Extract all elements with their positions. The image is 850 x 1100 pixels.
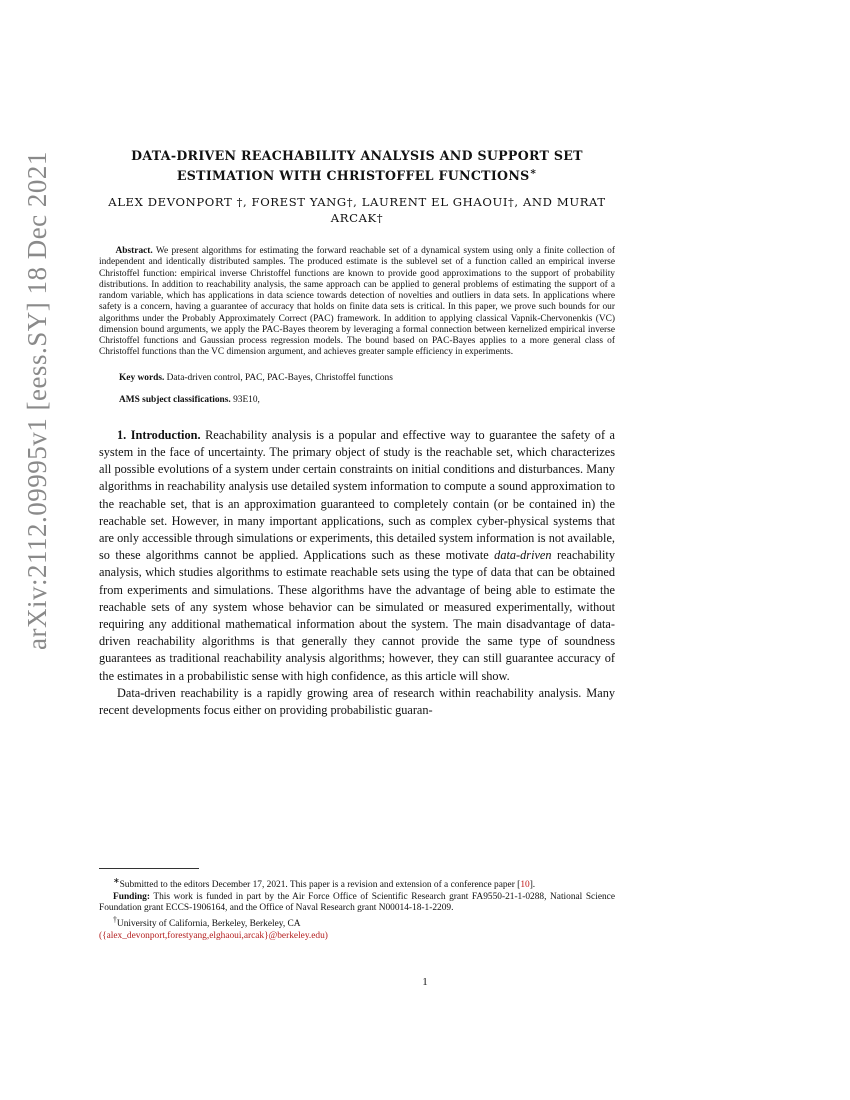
citation-link-10[interactable]: 10: [520, 880, 530, 891]
keywords-text: Data-driven control, PAC, PAC-Bayes, Christoffel functions: [166, 372, 393, 383]
ams-text: 93E10,: [233, 394, 260, 405]
authors-line-2: ARCAK†: [330, 211, 384, 226]
abstract: [99, 246, 615, 359]
footnote-email-line: [99, 931, 615, 942]
title-footnote-mark: ∗: [529, 166, 538, 178]
footnote-submitted: [99, 875, 615, 892]
footnote-funding: [99, 892, 615, 915]
keywords: [99, 373, 615, 383]
funding-label: Funding:: [113, 891, 150, 902]
intro-p1-emphasis: data-driven: [494, 548, 552, 563]
intro-p1-part-b: reachability analysis, which studies algorithms to estimate reachable sets using the type of data that can be obtained from experiments and simulations. These algorithms have the advantage of being able to estimate the reachable sets of any system whose behavior can be simulated or measured experimentally, without requiring any additional mathematical information about the system. The main disadvantage of data-driven reachability algorithms is that generally they cannot provide the same type of soundness guarantees as traditional reachability analysis algorithms; however, they can still guarantee accuracy of the estimates in a probabilistic sense with high confidence, as this article will show.: [99, 548, 615, 683]
paper-page: [99, 148, 615, 719]
intro-p1-part-a: Reachability analysis is a popular and effective way to guarantee the safety of a system in the face of uncertainty. The primary object of study is the reachable set, which characterizes all possible evolutions of a system under certain constraints on initial conditions and disturbances. Many algorithms in reachability analysis use detailed system information to compute a sound approximation to the reachable set, that is an approximation guaranteed to completely contain (or be contained in) the reachable set. However, in many important applications, such as complex cyber-physical systems that are only accessible through simulations or experiments, this detailed system information is not available, so these algorithms cannot be applied. Applications such as these motivate: [99, 427, 616, 563]
paper-title: [107, 148, 607, 184]
title-line-2: ESTIMATION WITH CHRISTOFFEL FUNCTIONS: [176, 168, 530, 184]
author-list: [99, 194, 615, 226]
footnote-rule: [99, 868, 199, 869]
intro-paragraph-2: Data-driven reachability is a rapidly growing area of research within reachability analysis. Many recent developments focus either on providing probabilistic guaran-: [99, 685, 615, 717]
ams-classification: [99, 395, 615, 405]
footnote-3-mark: †: [113, 915, 117, 925]
authors-line-1: ALEX DEVONPORT †, FOREST YANG†, LAURENT EL GHAOUI†, AND MURAT: [108, 195, 606, 210]
section-heading: 1. Introduction.: [117, 427, 201, 442]
author-email-link[interactable]: ({alex_devonport,forestyang,elghaoui,arcak}@berkeley.edu): [99, 930, 328, 941]
affiliation-text: University of California, Berkeley, Berkeley, CA: [116, 919, 301, 930]
arxiv-identifier-text: arXiv:2112.09995v1 [eess.SY] 18 Dec 2021: [22, 151, 52, 650]
footnote-affiliation: [99, 914, 615, 931]
footnote-1-text-a: Submitted to the editors December 17, 2021. This paper is a revision and extension of a conference paper [: [119, 880, 521, 891]
abstract-text: We present algorithms for estimating the forward reachable set of a dynamical system using only a finite collection of independent and identically distributed samples. The produced estimate is the sublevel set of a function called an empirical inverse Christoffel function: empirical inverse Christoffel functions are known to provide good approximations to the support of probability distributions. In addition to reachability analysis, the same approach can be applied to general problems of estimating the support of a random variable, which has applications in data science towards detection of novelties and outliers in data sets. In applications where safety is a concern, having a guarantee of accuracy that holds on finite data sets is critical. In this paper, we prove such bounds for our algorithms under the Probably Approximately Correct (PAC) framework. In addition to applying classical Vapnik-Chervonenkis (VC) dimension bound arguments, we apply the PAC-Bayes theorem by leveraging a formal connection between kernelized empirical inverse Christoffel functions and Gaussian process regression models. The bound based on PAC-Bayes applies to a more general class of Christoffel functions than the VC dimension argument, and achieves greater sample efficiency in experiments.: [99, 246, 615, 358]
keywords-label: Key words.: [119, 372, 165, 383]
abstract-label: Abstract.: [115, 246, 153, 257]
footnote-1-text-b: ].: [529, 880, 536, 891]
page-number: 1: [422, 976, 428, 988]
ams-label: AMS subject classifications.: [119, 394, 231, 405]
introduction-section: [99, 427, 615, 719]
title-line-1: DATA-DRIVEN REACHABILITY ANALYSIS AND SUPPORT SET: [131, 148, 583, 163]
intro-paragraph-1: [99, 427, 615, 685]
footnotes: [99, 868, 615, 942]
footnote-1-mark: ∗: [113, 876, 120, 885]
funding-text: This work is funded in part by the Air Force Office of Scientific Research grant FA9550-21-1-0288, National Science Foundation grant ECCS-1906164, and the Office of Naval Research grant N00014-18-1-2209.: [99, 891, 615, 913]
